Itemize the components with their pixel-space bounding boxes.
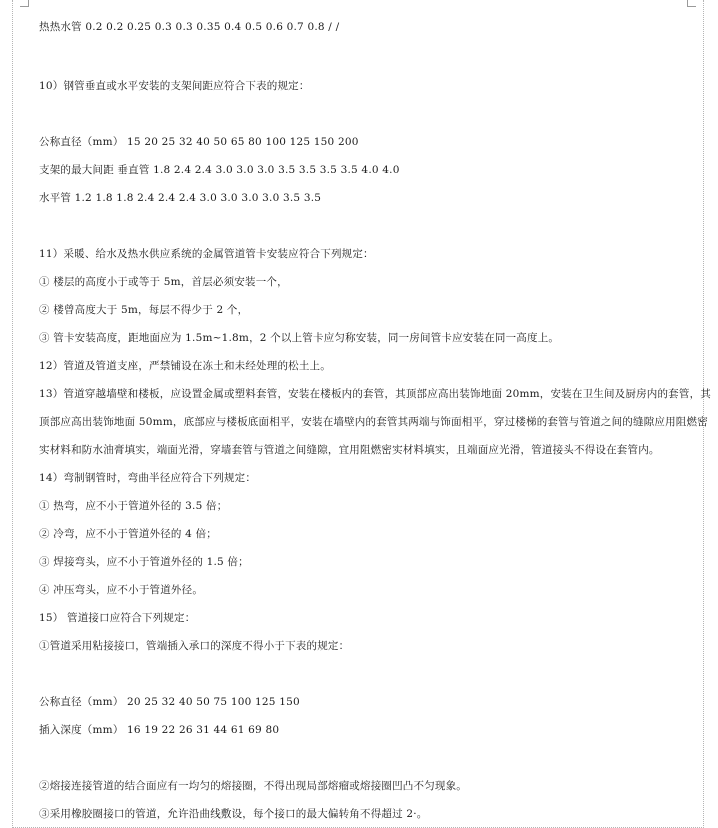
clause-11-heading: 11）采暖、给水及热水供应系统的金属管道管卡安装应符合下列规定：: [39, 248, 374, 260]
clause-13-line-2: 顶部应高出装饰地面 50mm，底部应与楼板底面相平，安装在墙壁内的套管其两端与饰面相平，穿过楼梯的套管与管道之间的缝隙应用阻燃密: [39, 416, 708, 428]
clause-14-item-3: ③ 焊接弯头，应不小于管道外径的 1.5 倍；: [39, 556, 249, 568]
table-vertical-spacing-row: 支架的最大间距 垂直管 1.8 2.4 2.4 3.0 3.0 3.0 3.5 3.5 3.5 3.5 4.0 4.0: [39, 164, 400, 176]
clause-11-item-3: ③ 管卡安装高度，距地面应为 1.5m~1.8m，2 个以上管卡应匀称安装，同一房间管卡应安装在同一高度上。: [39, 332, 560, 344]
clause-14-item-1: ① 热弯，应不小于管道外径的 3.5 倍；: [39, 500, 228, 512]
clause-14-item-2: ② 冷弯，应不小于管道外径的 4 倍；: [39, 528, 217, 540]
clause-15-heading: 15） 管道接口应符合下列规定：: [39, 612, 196, 624]
table-insertion-depth-row: 插入深度（mm） 16 19 22 26 31 44 61 69 80: [39, 724, 280, 736]
table-horizontal-spacing-row: 水平管 1.2 1.8 1.8 2.4 2.4 2.4 3.0 3.0 3.0 3.0 3.5 3.5: [39, 192, 322, 204]
clause-13-line-3: 实材料和防水油膏填实，端面光滑，穿墙套管与管道之间缝隙，宜用阻燃密实材料填实，且端面应光滑，管道接头不得设在套管内。: [39, 444, 660, 456]
margin-corner-mark-left: [20, 0, 29, 7]
clause-13-line-1: 13）管道穿越墙壁和楼板，应设置金属或塑料套管，安装在楼板内的套管，其顶部应高出装饰地面 20mm，安装在卫生间及厨房内的套管，其: [39, 388, 711, 400]
clause-11-item-2: ② 楼曾高度大于 5m，每层不得少于 2 个，: [39, 304, 249, 316]
clause-15-item-3: ③采用橡胶圈接口的管道，允许沿曲线敷设，每个接口的最大偏转角不得超过 2·。: [39, 808, 428, 820]
clause-12: 12）管道及管道支座，严禁铺设在冻土和未经处理的松土上。: [39, 360, 331, 372]
clause-11-item-1: ① 楼层的高度小于或等于 5m，首层必须安装一个，: [39, 276, 288, 288]
clause-10-heading: 10）钢管垂直或水平安装的支架间距应符合下表的规定：: [39, 80, 310, 92]
clause-14-heading: 14）弯制钢管时，弯曲半径应符合下列规定：: [39, 472, 257, 484]
margin-corner-mark-right: [687, 0, 696, 7]
clause-14-item-4: ④ 冲压弯头，应不小于管道外径。: [39, 584, 204, 596]
text-line-hot-water-pipe: 热热水管 0.2 0.2 0.25 0.3 0.3 0.35 0.4 0.5 0.6 0.7 0.8 / /: [39, 21, 340, 33]
table-nominal-diameter-row-2: 公称直径（mm） 20 25 32 40 50 75 100 125 150: [39, 696, 300, 708]
table-nominal-diameter-row: 公称直径（mm） 15 20 25 32 40 50 65 80 100 125 150 200: [39, 136, 359, 148]
document-page: [12, 0, 711, 828]
clause-15-item-1: ①管道采用粘接接口，管端插入承口的深度不得小于下表的规定：: [39, 640, 350, 652]
clause-15-item-2: ②熔接连接管道的结合面应有一均匀的熔接圈，不得出现局部熔瘤或熔接圈凹凸不匀现象。: [39, 780, 467, 792]
